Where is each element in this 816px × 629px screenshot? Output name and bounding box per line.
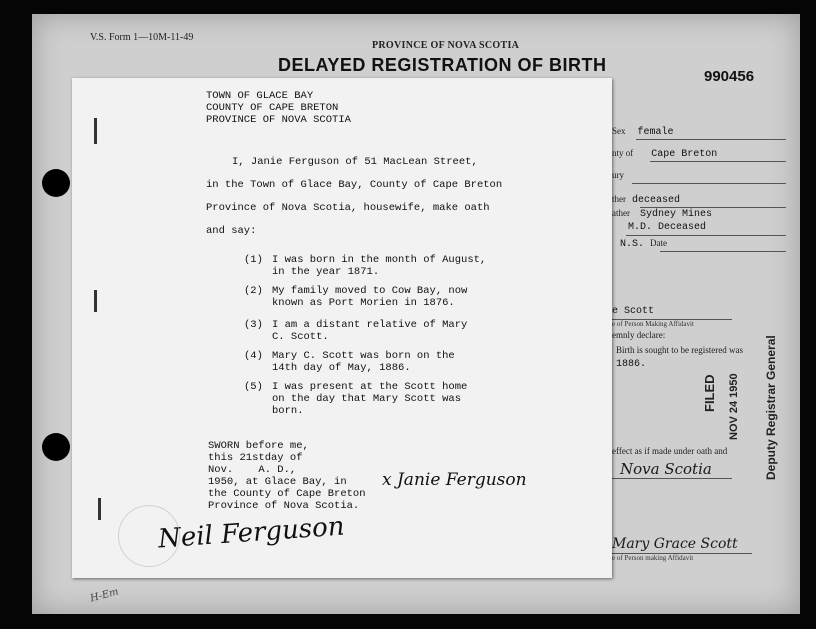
sex-line — [636, 139, 786, 140]
person-caption: e of Person making Affidavit — [612, 554, 694, 562]
sworn-line-1: SWORN before me, — [208, 440, 309, 452]
birth-text: Birth is sought to be registered was — [616, 345, 743, 355]
punch-hole-top — [42, 169, 70, 197]
person-signature: Mary Grace Scott — [612, 536, 738, 552]
stamp-registrar: Deputy Registrar General — [764, 335, 778, 480]
sex-field — [612, 126, 674, 138]
intro-line-3: Province of Nova Scotia, housewife, make oath — [206, 202, 490, 214]
md-field — [628, 222, 706, 233]
punch-hole-bottom — [42, 433, 70, 461]
sworn-line-6: Province of Nova Scotia. — [208, 500, 360, 512]
affiant-signature: x Janie Ferguson — [382, 470, 527, 490]
father-place-label: ather — [612, 208, 630, 218]
father-status-label: ther — [612, 194, 626, 204]
birth-year: 1886. — [616, 359, 647, 370]
county-line — [650, 161, 786, 162]
intro-line-1: I, Janie Ferguson of 51 MacLean Street, — [232, 156, 478, 168]
father-place-value: Sydney Mines — [640, 209, 713, 220]
intro-line-4: and say: — [206, 225, 257, 237]
ns-value: N.S. — [620, 239, 645, 250]
county-label: nty of — [612, 148, 634, 158]
form-title: DELAYED REGISTRATION OF BIRTH — [278, 55, 607, 75]
date-label: Date — [650, 238, 668, 248]
ns-date-field — [620, 238, 667, 250]
md-value: M.D. Deceased — [628, 222, 707, 233]
father-status-field — [612, 194, 680, 206]
sworn-line-5: the County of Cape Breton — [208, 488, 366, 500]
county-field — [612, 148, 717, 160]
partial-line-1 — [632, 183, 786, 184]
staple-bottom — [98, 498, 101, 520]
affiant-partial: e Scott — [612, 306, 655, 317]
form-number: V.S. Form 1—10M-11-49 — [90, 32, 194, 43]
registration-number: 990456 — [704, 68, 755, 85]
father-status-value: deceased — [632, 195, 681, 206]
stamp-date: NOV 24 1950 — [728, 373, 740, 440]
oath-text: effect as if made under oath and — [612, 446, 728, 456]
declare-text: emnly declare: — [612, 330, 666, 340]
sworn-line-3: Nov. A. D., — [208, 464, 297, 476]
county-value: Cape Breton — [651, 149, 718, 160]
sex-value: female — [637, 127, 674, 138]
sworn-line-2: this 21stday of — [208, 452, 303, 464]
affidavit-sheet: TOWN OF GLACE BAY COUNTY OF CAPE BRETON PROVINCE OF NOVA SCOTIA I, Janie Ferguson of 51 MacLean Street, in the Town of Glace Bay, County of Cape Breton Province of Nova Scotia, housewife, make oath and say: (1) I was born in the month of August, in the year 1871. (2) My family moved to Cow Bay, now known as Port Morien in 1876. (3) I am a distant relative of Mary C. Scott. (4) Mary C. Scott was born on the 14th day of May, 1886. (5) I was present at the Scott home on the day that Mary Scott was born. SWORN before me, this 21stday of Nov. A. D., 1950, at Glace Bay, in the County of Cape Breton Province of Nova Scotia. x Janie Ferguson Neil Ferguson — [72, 78, 612, 578]
province-header: PROVINCE OF NOVA SCOTIA — [372, 40, 520, 51]
place-signature: Nova Scotia — [620, 460, 712, 478]
intro-line-2: in the Town of Glace Bay, County of Cape Breton — [206, 179, 503, 191]
location-province: PROVINCE OF NOVA SCOTIA — [206, 114, 351, 126]
partial-label-1: ury — [612, 170, 624, 180]
commissioner-signature: Neil Ferguson — [157, 511, 346, 555]
date-line — [660, 251, 786, 252]
partial-field-1 — [612, 170, 624, 182]
filed-stamp — [690, 335, 800, 500]
affiant-caption: e of Person Making Affidavit — [612, 320, 694, 328]
location-county: COUNTY OF CAPE BRETON — [206, 102, 339, 114]
md-line — [626, 235, 786, 236]
stamp-filed: FILED — [702, 374, 717, 412]
sex-label: Sex — [612, 126, 626, 136]
margin-note: H-Em — [89, 586, 120, 605]
affiant-name-field — [612, 306, 654, 317]
father-place-field — [612, 208, 712, 220]
staple-top — [94, 118, 97, 144]
embossed-seal — [118, 505, 180, 567]
location-town: TOWN OF GLACE BAY — [206, 90, 314, 102]
sworn-line-4: 1950, at Glace Bay, in — [208, 476, 347, 488]
staple-middle — [94, 290, 97, 312]
